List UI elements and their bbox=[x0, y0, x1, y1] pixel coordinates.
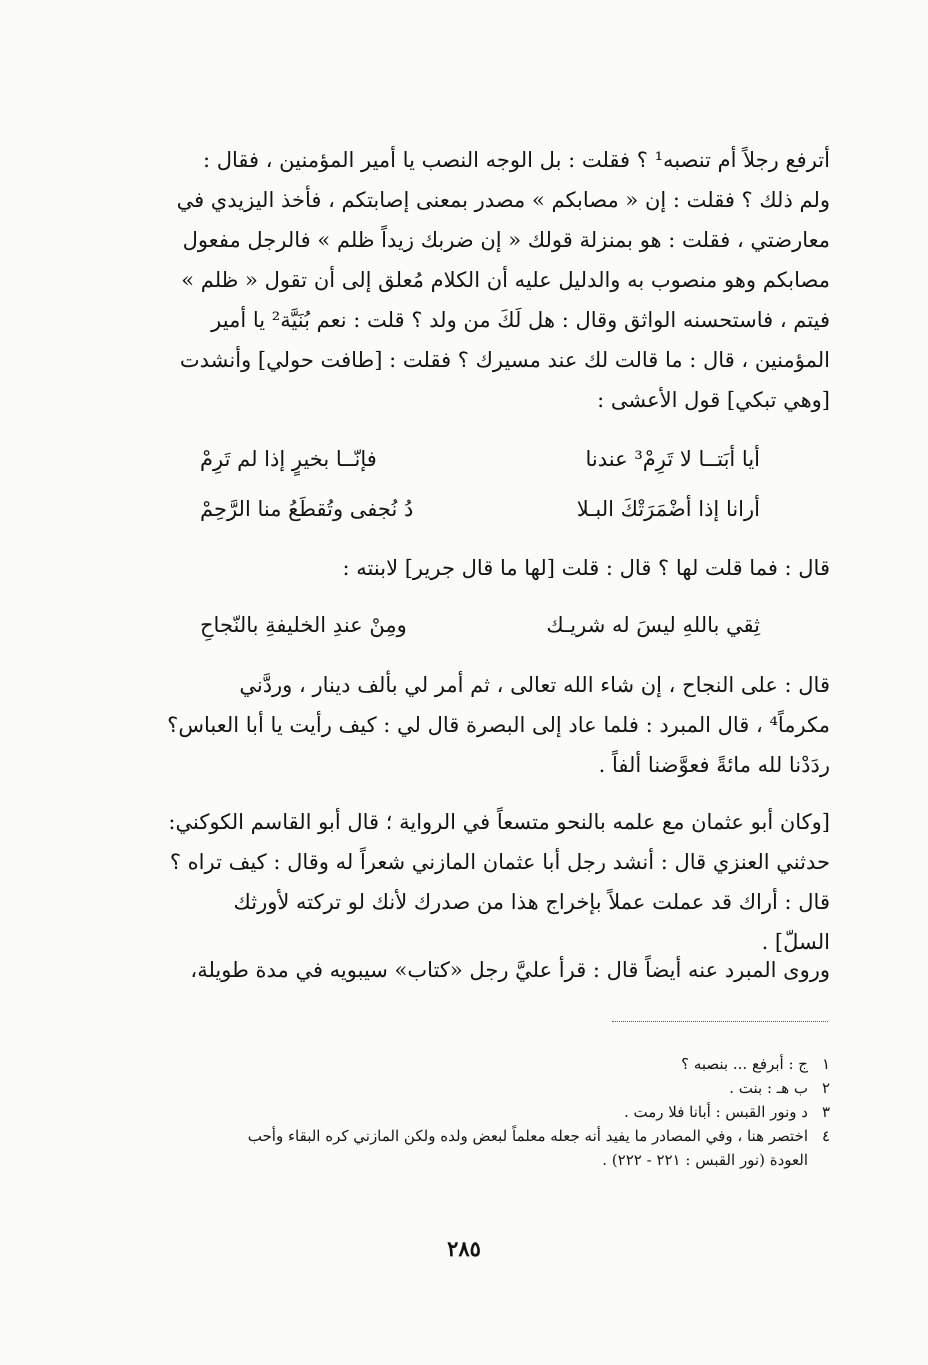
footnote-divider bbox=[612, 1021, 828, 1022]
text-line: [وكان أبو عثمان مع علمه بالنحو متسعاً في الرواية ؛ قال أبو القاسم الكوكني: bbox=[168, 810, 830, 834]
verse-first-hemistich: أيا أبَتــا لا تَرِمْ³ عندنا bbox=[585, 447, 760, 471]
text-line: السلّ] . bbox=[761, 930, 830, 954]
text-line: قال : على النجاح ، إن شاء الله تعالى ، ثم أمر لي بألف دينار ، وردَّني bbox=[239, 673, 830, 697]
footnote-number: ١ bbox=[821, 1055, 830, 1073]
text-line: مصابكم وهو منصوب به والدليل عليه أن الكلام مُعلق إلى أن تقول « ظلم » bbox=[181, 268, 830, 292]
footnote-number: ٣ bbox=[821, 1103, 830, 1121]
text-line: [وهي تبكي] قول الأعشى : bbox=[597, 388, 830, 412]
verse-first-hemistich: أرانا إذا أضْمَرَتْكَ البـلا bbox=[576, 497, 760, 521]
footnote-text: اختصر هنا ، وفي المصادر ما يفيد أنه جعله معلماً لبعض ولده ولكن المازني كره البقاء وأحب bbox=[247, 1127, 808, 1145]
paragraph-4 bbox=[130, 802, 830, 962]
footnotes bbox=[130, 1052, 830, 1172]
footnote-text: ب هـ : بنت . bbox=[729, 1079, 808, 1097]
verse-line bbox=[200, 600, 760, 650]
verse-second-hemistich: دُ نُجفى وتُقطَعُ منا الرَّحِمْ bbox=[200, 497, 414, 521]
footnote bbox=[130, 1076, 830, 1100]
text-line: ردَدْنا لله مائةً فعوَّضنا ألفاً . bbox=[598, 753, 830, 777]
verse-second-hemistich: ومِنْ عندِ الخليفةِ بالنّجاحِ bbox=[200, 613, 407, 637]
verse-line bbox=[200, 434, 760, 484]
footnote-number: ٢ bbox=[821, 1079, 830, 1097]
footnote-number bbox=[808, 1148, 830, 1172]
verse-first-hemistich: ثِقي باللهِ ليسَ له شريـك bbox=[546, 613, 760, 637]
text-line: قال : فما قلت لها ؟ قال : قلت [لها ما قال جرير] لابنته : bbox=[342, 556, 830, 580]
footnote-number: ٤ bbox=[821, 1127, 830, 1145]
text-line: المؤمنين ، قال : ما قالت لك عند مسيرك ؟ فقلت : [طافت حولي] وأنشدت bbox=[179, 348, 830, 372]
text-line: قال : أراك قد عملت عملاً بإخراج هذا من صدرك لأنك لو تركته لأورثك bbox=[233, 890, 830, 914]
verse-al-asha bbox=[200, 434, 760, 534]
text-line: ولم ذلك ؟ فقلت : إن « مصابكم » مصدر بمعنى إصابتكم ، فأخذ اليزيدي في bbox=[176, 188, 830, 212]
paragraph-3 bbox=[130, 665, 830, 785]
paragraph-5 bbox=[130, 950, 830, 990]
text-line: أترفع رجلاً أم تنصبه¹ ؟ فقلت : بل الوجه النصب يا أمير المؤمنين ، فقال : bbox=[202, 148, 830, 172]
text-line: فيتم ، فاستحسنه الواثق وقال : هل لَكَ من ولد ؟ قلت : نعم بُنَيَّة² يا أمير bbox=[211, 308, 830, 332]
footnote bbox=[130, 1100, 830, 1124]
text-line: وروى المبرد عنه أيضاً قال : قرأ عليَّ رجل «كتاب» سيبويه في مدة طويلة، bbox=[190, 958, 830, 982]
footnote bbox=[130, 1124, 830, 1148]
verse-line bbox=[200, 484, 760, 534]
footnote-text: العودة (نور القبس : ٢٢١ - ٢٢٢) . bbox=[602, 1151, 808, 1169]
text-line: معارضتي ، فقلت : هو بمنزلة قولك « إن ضربك زيداً ظلم » فالرجل مفعول bbox=[182, 228, 830, 252]
text-line: مكرماً⁴ ، قال المبرد : فلما عاد إلى البصرة قال لي : كيف رأيت يا أبا العباس؟ bbox=[167, 713, 830, 737]
footnote-text: د ونور القبس : أبانا فلا رمت . bbox=[623, 1103, 808, 1121]
text-line: حدثني العنزي قال : أنشد رجل أبا عثمان المازني شعراً له وقال : كيف تراه ؟ bbox=[169, 850, 830, 874]
page-number: ٢٨٥ bbox=[447, 1236, 481, 1261]
footnote-continuation bbox=[130, 1148, 830, 1172]
paragraph-2 bbox=[130, 548, 830, 588]
verse-second-hemistich: فإنّــا بخيرٍ إذا لم تَرِمْ bbox=[200, 447, 377, 471]
footnote bbox=[130, 1052, 830, 1076]
verse-jarir bbox=[200, 600, 760, 650]
paragraph-1 bbox=[130, 140, 830, 420]
footnote-text: ج : أبرفع ... بنصبه ؟ bbox=[681, 1055, 808, 1073]
